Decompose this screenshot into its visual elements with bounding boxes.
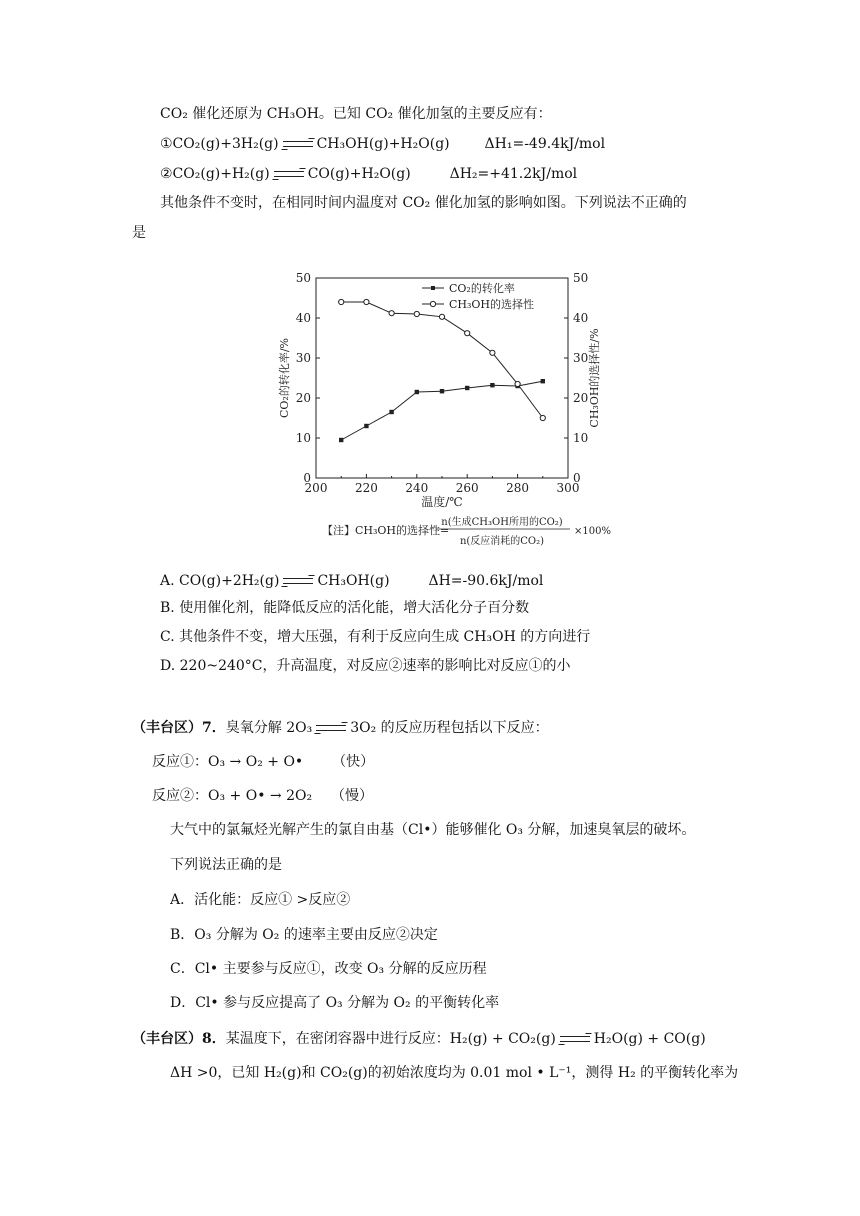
reaction-1-dh: ΔH₁=-49.4kJ/mol: [484, 136, 606, 152]
x-axis-label: 温度/℃: [421, 495, 463, 509]
data-point-co2-conversion: [364, 424, 368, 428]
x-tick-label: 300: [556, 481, 580, 495]
data-point-ch3oh-selectivity: [364, 299, 369, 304]
legend-label: CH₃OH的选择性: [449, 298, 535, 311]
option-a-right: CH₃OH(g): [317, 573, 390, 589]
equilibrium-arrow-icon: [281, 139, 315, 149]
note-suffix: ×100%: [574, 526, 611, 537]
q7-reaction-2-eq: 反应②：O₃ + O• → 2O₂: [152, 788, 313, 804]
y-tick-label-right: 0: [573, 471, 581, 485]
q8-stem: [132, 1029, 706, 1049]
x-tick-label: 240: [405, 481, 429, 495]
note-denominator: n(反应消耗的CO₂): [459, 536, 545, 547]
option-b: B. 使用催化剂，能降低反应的活化能，增大活化分子百分数: [160, 600, 530, 616]
chart-axes: [277, 271, 601, 509]
option-d: D. 220~240°C，升高温度，对反应②速率的影响比对反应①的小: [160, 658, 571, 674]
q7-reaction-1: [152, 752, 374, 772]
data-point-ch3oh-selectivity: [439, 314, 444, 319]
data-point-co2-conversion: [440, 389, 444, 393]
x-tick-label: 260: [455, 481, 479, 495]
q7-option-a: A．活化能：反应① >反应②: [170, 892, 351, 908]
q7-option-b: B．O₃ 分解为 O₂ 的速率主要由反应②决定: [170, 927, 438, 943]
q7-reaction-1-eq: 反应①：O₃ → O₂ + O•: [152, 754, 304, 770]
y-tick-label-right: 10: [573, 431, 589, 445]
data-point-ch3oh-selectivity: [515, 381, 520, 386]
y-tick-label-right: 50: [573, 271, 589, 285]
legend-marker-circle: [430, 301, 435, 306]
y-tick-label-left: 10: [295, 431, 311, 445]
data-point-co2-conversion: [389, 410, 393, 414]
y-tick-label-left: 50: [295, 271, 311, 285]
data-point-ch3oh-selectivity: [414, 311, 419, 316]
equilibrium-arrow-icon: [281, 576, 315, 586]
q8-text-left: 某温度下，在密闭容器中进行反应：H₂(g) + CO₂(g): [225, 1031, 556, 1047]
equilibrium-arrow-icon: [314, 723, 348, 733]
note-numerator: n(生成CH₃OH所用的CO₂): [441, 517, 563, 528]
data-point-ch3oh-selectivity: [389, 311, 394, 316]
q7-stem: [132, 718, 549, 738]
option-a-left: A. CO(g)+2H₂(g): [160, 573, 280, 589]
q7-text-left: 臭氧分解 2O₃: [225, 720, 313, 736]
option-c: C. 其他条件不变，增大压强，有利于反应向生成 CH₃OH 的方向进行: [160, 629, 591, 645]
data-point-co2-conversion: [490, 383, 494, 387]
question-stem-cont: 是: [132, 225, 146, 241]
option-a-dh: ΔH=-90.6kJ/mol: [428, 573, 544, 589]
reaction-2-right: CO(g)+H₂O(g): [307, 166, 411, 182]
x-tick-label: 220: [354, 481, 378, 495]
y-axis-label-left: CO₂的转化率/%: [278, 337, 291, 419]
q8-line-2: ΔH >0，已知 H₂(g)和 CO₂(g)的初始浓度均为 0.01 mol • L⁻¹，测得 H₂ 的平衡转化率为: [170, 1065, 739, 1081]
reaction-1: [160, 134, 605, 154]
q8-head: （丰台区）8．: [132, 1031, 226, 1047]
y-axis-label-right: CH₃OH的选择性/%: [588, 328, 601, 428]
y-tick-label-left: 0: [303, 471, 311, 485]
equilibrium-arrow-icon: [558, 1034, 592, 1044]
q7-paragraph: 大气中的氯氟烃光解产生的氯自由基（Cl•）能够催化 O₃ 分解，加速臭氧层的破坏。: [170, 822, 696, 838]
q7-option-d: D．Cl• 参与反应提高了 O₃ 分解为 O₂ 的平衡转化率: [170, 995, 500, 1011]
x-tick-label: 280: [506, 481, 530, 495]
data-point-ch3oh-selectivity: [490, 350, 495, 355]
reaction-1-left: ①CO₂(g)+3H₂(g): [160, 136, 279, 152]
data-point-co2-conversion: [465, 386, 469, 390]
y-tick-label-right: 30: [573, 351, 589, 365]
q7-text-right: 3O₂ 的反应历程包括以下反应：: [350, 720, 549, 736]
reaction-2-left: ②CO₂(g)+H₂(g): [160, 166, 270, 182]
y-tick-label-right: 40: [573, 311, 589, 325]
y-tick-label-left: 30: [295, 351, 311, 365]
chart-legend: [422, 281, 534, 311]
q7-reaction-1-rate: （快）: [332, 754, 375, 770]
data-point-co2-conversion: [541, 379, 545, 383]
data-point-co2-conversion: [339, 438, 343, 442]
question-stem: 其他条件不变时，在相同时间内温度对 CO₂ 催化加氢的影响如图。下列说法不正确的: [160, 195, 687, 211]
q7-reaction-2: [152, 786, 373, 806]
y-tick-label-left: 40: [295, 311, 311, 325]
q7-option-c: C．Cl• 主要参与反应①，改变 O₃ 分解的反应历程: [170, 961, 487, 977]
legend-marker-square: [431, 286, 435, 290]
reaction-2: [160, 164, 577, 184]
q7-head: （丰台区）7．: [132, 720, 226, 736]
data-point-co2-conversion: [415, 390, 419, 394]
y-tick-label-right: 20: [573, 391, 589, 405]
legend-label: CO₂的转化率: [449, 282, 515, 295]
data-point-ch3oh-selectivity: [339, 299, 344, 304]
q7-prompt: 下列说法正确的是: [170, 857, 282, 873]
intro-line: CO₂ 催化还原为 CH₃OH。已知 CO₂ 催化加氢的主要反应有：: [160, 106, 552, 122]
option-a: [160, 571, 543, 591]
q8-text-right: H₂O(g) + CO(g): [593, 1031, 706, 1047]
data-point-ch3oh-selectivity: [540, 415, 545, 420]
temperature-chart: [262, 264, 622, 554]
data-point-ch3oh-selectivity: [465, 331, 470, 336]
equilibrium-arrow-icon: [272, 169, 306, 179]
q7-reaction-2-rate: （慢）: [331, 788, 373, 804]
chart-series: [339, 299, 546, 442]
reaction-2-dh: ΔH₂=+41.2kJ/mol: [449, 166, 578, 182]
y-tick-label-left: 20: [295, 391, 311, 405]
x-tick-label: 200: [304, 481, 328, 495]
note-prefix: 【注】CH₃OH的选择性=: [322, 524, 450, 537]
reaction-1-right: CH₃OH(g)+H₂O(g): [316, 136, 450, 152]
